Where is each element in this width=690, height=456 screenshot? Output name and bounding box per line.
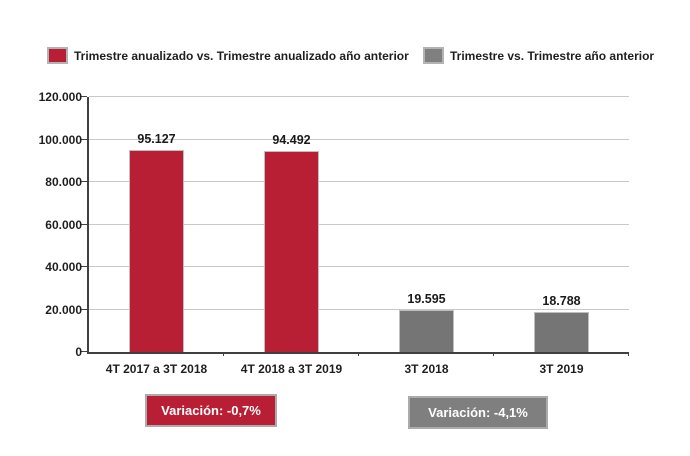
y-axis-label: 100.000: [38, 133, 82, 147]
bar: [399, 310, 454, 352]
bar-value-label: 19.595: [407, 292, 446, 306]
x-axis-label: 3T 2019: [539, 362, 584, 376]
bar: [534, 312, 589, 352]
chart-title: Constitución de Sociedades - Número de operaciones: [153, 8, 493, 24]
y-axis-label: 80.000: [45, 175, 82, 189]
y-axis-label: 40.000: [45, 260, 82, 274]
x-axis-label: 4T 2017 a 3T 2018: [105, 362, 208, 376]
bar: [129, 150, 184, 352]
variation-badges: [0, 394, 690, 428]
y-axis-label: 20.000: [45, 303, 82, 317]
x-axis-tick: [358, 352, 359, 356]
y-axis-label: 60.000: [45, 218, 82, 232]
bar-value-label: 94.492: [272, 133, 311, 147]
x-axis-tick: [223, 352, 224, 356]
bar-chart-plot-area: [38, 90, 629, 376]
gridline: [89, 96, 629, 97]
x-axis-label: 3T 2018: [404, 362, 449, 376]
x-axis-tick: [628, 352, 629, 356]
legend-label: Trimestre anualizado vs. Trimestre anualizado año anterior: [74, 48, 409, 63]
chart-legend: [0, 47, 690, 67]
bar-value-label: 95.127: [137, 132, 176, 146]
y-axis-label: 120.000: [38, 90, 82, 104]
legend-label: Trimestre vs. Trimestre año anterior: [450, 48, 655, 63]
legend-item-quarterly: [423, 47, 654, 64]
x-axis-tick: [493, 352, 494, 356]
legend-item-annualized: [47, 47, 409, 64]
legend-swatch-gray-icon: [423, 47, 444, 64]
variation-badge-annualized: Variación: -0,7%: [145, 394, 277, 427]
y-axis-label: 0: [75, 345, 82, 359]
x-axis-label: 4T 2018 a 3T 2019: [240, 362, 343, 376]
bar-value-label: 18.788: [542, 294, 581, 308]
legend-swatch-red-icon: [47, 47, 68, 64]
variation-badge-quarterly: Variación: -4,1%: [408, 396, 548, 429]
bar: [264, 151, 319, 352]
